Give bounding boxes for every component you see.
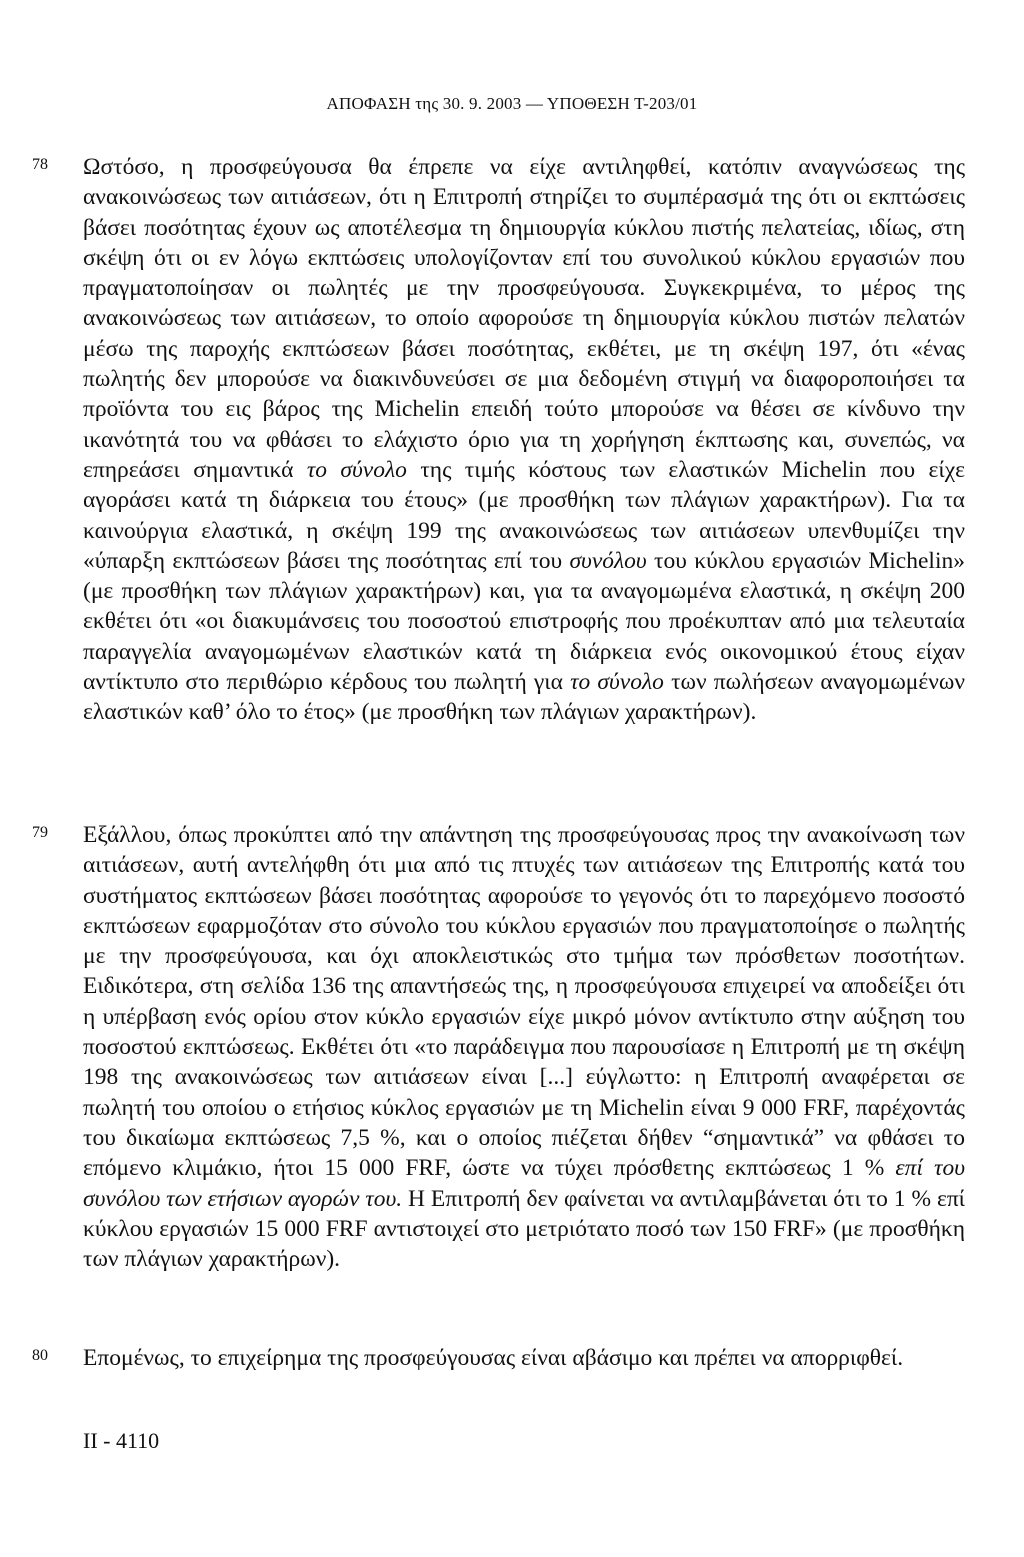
text-segment: των πωλήσεων αναγομωμένων ελαστικών καθ’ όλο το έτος» (με προσθήκη των πλάγιων χαρακτήρων).	[83, 669, 965, 726]
running-header: ΑΠΟΦΑΣΗ της 30. 9. 2003 — ΥΠΟΘΕΣΗ Τ-203/01	[326, 94, 698, 113]
page-number: II - 4110	[83, 1428, 160, 1453]
italic-text-segment: το σύνολο	[570, 669, 664, 696]
paragraph-79	[32, 820, 966, 1274]
italic-text-segment: επί του συνόλου των ετήσιων αγορών του.	[83, 1155, 966, 1212]
italic-text-segment: συνόλου	[569, 547, 647, 574]
paragraph-number: 80	[32, 1347, 48, 1364]
paragraph-number: 79	[32, 824, 48, 841]
text-segment: Επομένως, το επιχείρημα της προσφεύγουσας είναι αβάσιμο και πρέπει να απορριφθεί.	[83, 1345, 904, 1371]
paragraph-number: 78	[32, 156, 48, 173]
paragraph-text	[83, 820, 965, 1274]
paragraph-78	[32, 152, 966, 728]
paragraph-text	[83, 1343, 965, 1373]
text-segment: Ωστόσο, η προσφεύγουσα θα έπρεπε να είχε αντιληφθεί, κατόπιν αναγνώσεως της ανακοινώσεως των αιτιάσεων, ότι η Επιτροπή στηρίζει το συμπέρασμά της ότι οι εκπτώσεις βάσει ποσότητας έχουν ως αποτέλεσμα τη δημιουργία κύκλου πιστής πελατείας, ιδίως, στη σκέψη ότι οι εν λόγω εκπτώσεις υπολογίζονταν επί του συνολικού κύκλου εργασιών που πραγματοποίησαν οι πωλητές με την προσφεύγουσα. Συγκεκριμένα, το μέρος της ανακοινώσεως των αιτιάσεων, το οποίο αφορούσε τη δημιουργία κύκλου πιστών πελατών μέσω της παροχής εκπτώσεων βάσει ποσότητας, εκθέτει, με τη σκέψη 197, ότι «ένας πωλητής δεν μπορούσε να διακινδυνεύσει σε μια δεδομένη στιγμή να διαφοροποιήσει τα προϊόντα του εις βάρος της Michelin επειδή τούτο μπορούσε να θέσει σε κίνδυνο την ικανότητά του να φθάσει το ελάχιστο όριο για τη χορήγηση έκπτωσης και, συνεπώς, να επηρεάσει σημαντικά	[83, 154, 965, 483]
text-segment: του κύκλου εργασιών Michelin» (με προσθήκη των πλάγιων χαρακτήρων) και, για τα αναγομωμένα ελαστικά, η σκέψη 200 εκθέτει ότι «οι διακυμάνσεις του ποσοστού επιστροφής που προέκυπταν από μια τελευταία παραγγελία αναγομωμένων ελαστικών κατά τη διάρκεια ενός οικονομικού έτους είχαν αντίκτυπο στο περιθώριο κέρδους του πωλητή για	[83, 547, 965, 696]
text-segment: Η Επιτροπή δεν φαίνεται να αντιλαμβάνεται ότι το 1 % επί κύκλου εργασιών 15 000 FRF αντιστοιχεί στο μετριότατο ποσό των 150 FRF» (με προσθήκη των πλάγιων χαρακτήρων).	[83, 1185, 965, 1273]
paragraph-80	[32, 1343, 965, 1373]
paragraph-text	[83, 152, 965, 728]
italic-text-segment: το σύνολο	[306, 456, 407, 483]
text-segment: Εξάλλου, όπως προκύπτει από την απάντηση της προσφεύγουσας προς την ανακοίνωση των αιτιάσεων, αυτή αντελήφθη ότι μια από τις πτυχές των αιτιάσεων της Επιτροπής κατά του συστήματος εκπτώσεων βάσει ποσότητας αφορούσε το γεγονός ότι το παρεχόμενο ποσοστό εκπτώσεων εφαρμοζόταν στο σύνολο του κύκλου εργασιών που πραγματοποίησε ο πωλητής με την προσφεύγουσα, και όχι αποκλειστικώς στο τμήμα των πρόσθετων ποσοτήτων. Ειδικότερα, στη σελίδα 136 της απαντήσεώς της, η προσφεύγουσα επιχειρεί να αποδείξει ότι η υπέρβαση ενός ορίου στον κύκλο εργασιών είχε μικρό μόνον αντίκτυπο στην αύξηση του ποσοστού εκπτώσεως. Εκθέτει ότι «το παράδειγμα που παρουσίασε η Επιτροπή με τη σκέψη 198 της ανακοινώσεως των αιτιάσεων είναι [...] εύγλωττο: η Επιτροπή αναφέρεται σε πωλητή του οποίου ο ετήσιος κύκλος εργασιών με τη Michelin είναι 9 000 FRF, παρέχοντάς του δικαίωμα εκπτώσεως 7,5 %, και ο οποίος πιέζεται δήθεν “σημαντικά” να φθάσει το επόμενο κλιμάκιο, ήτοι 15 000 FRF, ώστε να τύχει πρόσθετης εκπτώσεως 1 %	[83, 822, 965, 1182]
text-segment: της τιμής κόστους των ελαστικών Michelin που είχε αγοράσει κατά τη διάρκεια του έτους» (με προσθήκη των πλάγιων χαρακτήρων). Για τα καινούργια ελαστικά, η σκέψη 199 της ανακοινώσεως των αιτιάσεων υπενθυμίζει την «ύπαρξη εκπτώσεων βάσει της ποσότητας επί του	[83, 456, 966, 574]
